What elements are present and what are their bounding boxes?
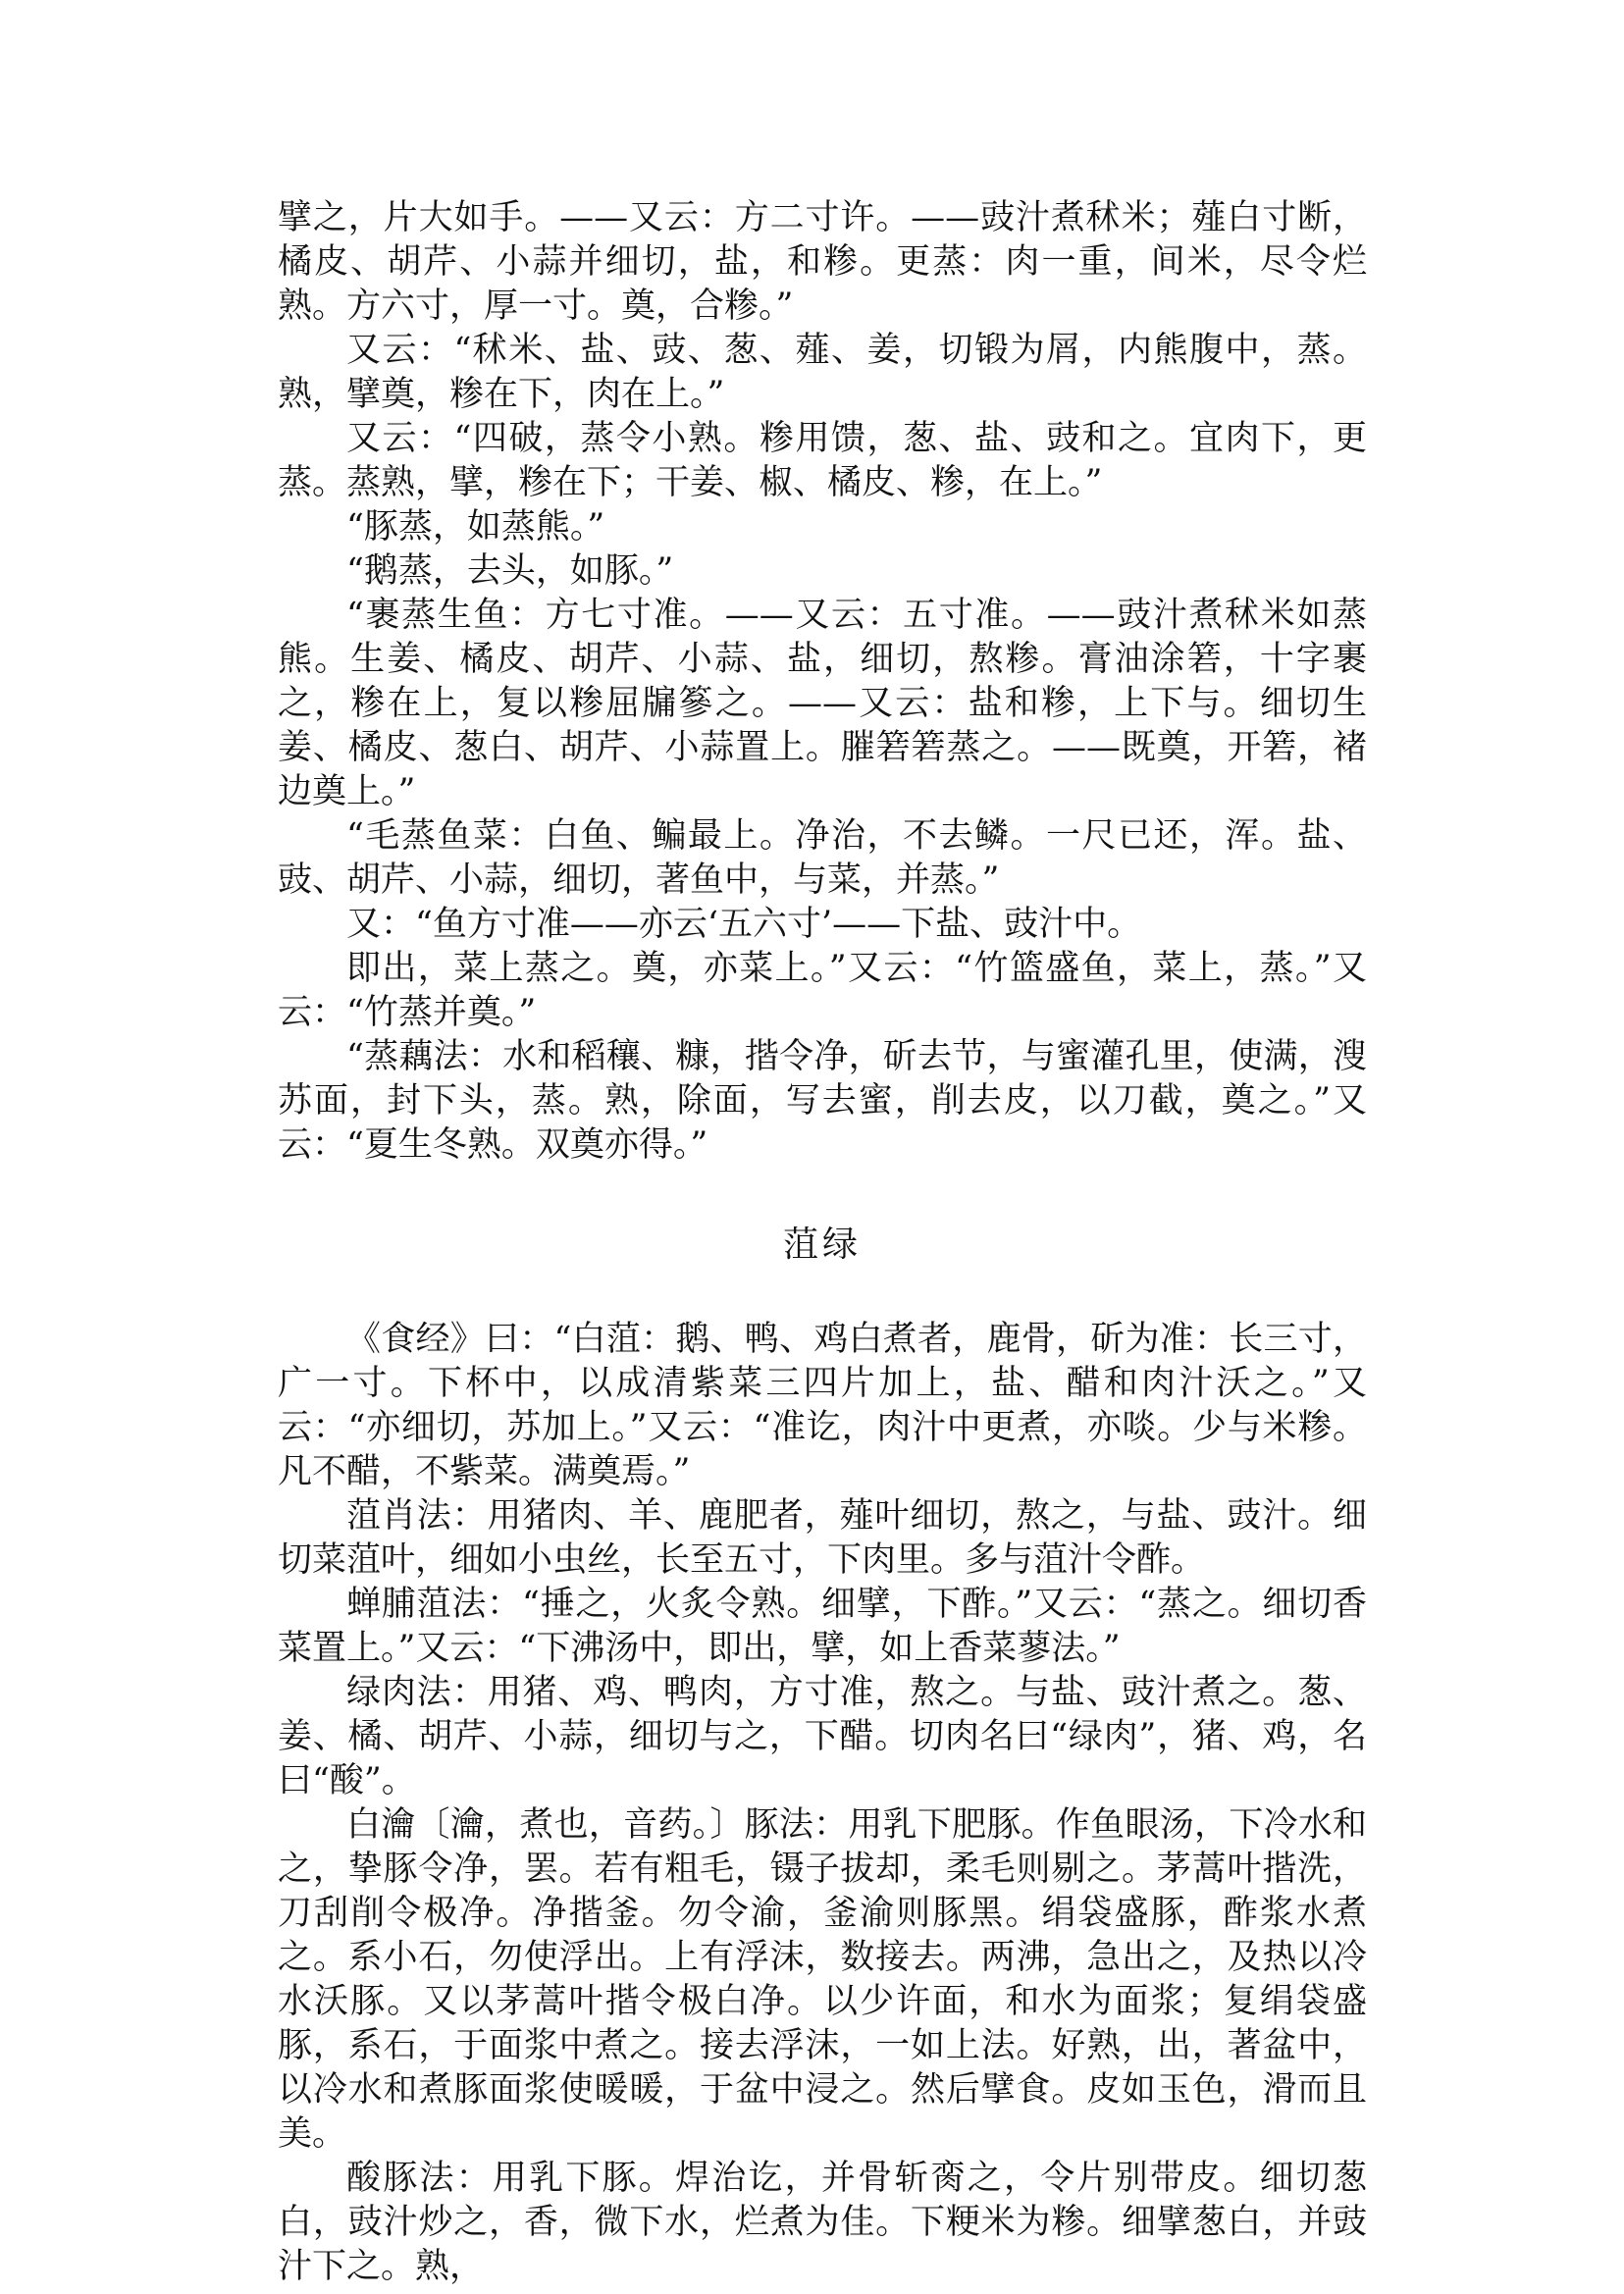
- paragraph: 酸豚法：用乳下豚。焊治讫，并骨斩脔之，令片别带皮。细切葱白，豉汁炒之，香，微下水，烂煮为佳。下粳米为糁。细擘葱白，并豉汁下之。熟，: [278, 2159, 1367, 2286]
- paragraph: 《食经》曰：“白菹：鹅、鸭、鸡白煮者，鹿骨，斫为准：长三寸，广一寸。下杯中，以成清紫菜三四片加上，盐、醋和肉汁沃之。”又云：“亦细切，苏加上。”又云：“准讫，肉汁中更煮，亦啖。少与米糁。凡不醋，不紫菜。满奠焉。”: [278, 1320, 1367, 1491]
- paragraph: 即出，菜上蒸之。奠，亦菜上。”又云：“竹篮盛鱼，菜上，蒸。”又云：“竹蒸并奠。”: [278, 949, 1367, 1032]
- paragraph: 绿肉法：用猪、鸡、鸭肉，方寸准，熬之。与盐、豉汁煮之。葱、姜、橘、胡芹、小蒜，细切与之，下醋。切肉名曰“绿肉”，猪、鸡，名曰“酸”。: [278, 1673, 1367, 1800]
- paragraph: “蒸藕法：水和稻穰、糠，揩令净，斫去节，与蜜灌孔里，使满，溲苏面，封下头，蒸。熟，除面，写去蜜，削去皮，以刀截，奠之。”又云：“夏生冬熟。双奠亦得。”: [278, 1037, 1367, 1165]
- paragraph: 又云：“秫米、盐、豉、葱、薤、姜，切锻为屑，内熊腹中，蒸。熟，擘奠，糁在下，肉在上。”: [278, 331, 1367, 414]
- paragraph: 擘之，片大如手。——又云：方二寸许。——豉汁煮秫米；薤白寸断，橘皮、胡芹、小蒜并细切，盐，和糁。更蒸：肉一重，间米，尽令烂熟。方六寸，厚一寸。奠，合糁。”: [278, 198, 1367, 326]
- paragraph: 又：“鱼方寸准——亦云‘五六寸’——下盐、豉汁中。: [346, 905, 1142, 944]
- paragraph: “毛蒸鱼菜：白鱼、鳊最上。净治，不去鳞。一尺已还，浑。盐、豉、胡芹、小蒜，细切，著鱼中，与菜，并蒸。”: [278, 816, 1367, 900]
- paragraph: “裹蒸生鱼：方七寸准。——又云：五寸准。——豉汁煮秫米如蒸熊。生姜、橘皮、胡芹、小蒜、盐，细切，熬糁。膏油涂箬，十字裹之，糁在上，复以糁屈牖篸之。——又云：盐和糁，上下与。细切生姜、橘皮、葱白、胡芹、小蒜置上。膗箬箬蒸之。——既奠，开箬，褚边奠上。”: [278, 596, 1367, 811]
- paragraph: 蝉脯菹法：“捶之，火炙令熟。细擘，下酢。”又云：“蒸之。细切香菜置上。”又云：“下沸汤中，即出，擘，如上香菜蓼法。”: [278, 1585, 1367, 1668]
- document-page: [278, 196, 1367, 2289]
- paragraph: “豚蒸，如蒸熊。”: [346, 507, 605, 547]
- paragraph: 又云：“四破，蒸令小熟。糁用馈，葱、盐、豉和之。宜肉下，更蒸。蒸熟，擘，糁在下；干姜、椒、橘皮、糁，在上。”: [278, 419, 1367, 502]
- section-heading: 菹绿: [782, 1225, 862, 1265]
- paragraph: 白瀹〔瀹，煮也，音药。〕豚法：用乳下肥豚。作鱼眼汤，下冷水和之，挚豚令净，罢。若有粗毛，镊子拔却，柔毛则剔之。茅蒿叶揩洗，刀刮削令极净。净揩釜。勿令渝，釜渝则豚黑。绢袋盛豚，酢浆水煮之。系小石，勿使浮出。上有浮沫，数接去。两沸，急出之，及热以冷水沃豚。又以茅蒿叶揩令极白净。以少许面，和水为面浆；复绢袋盛豚，系石，于面浆中煮之。接去浮沫，一如上法。好熟，出，著盆中，以冷水和煮豚面浆使暖暖，于盆中浸之。然后擘食。皮如玉色，滑而且美。: [278, 1805, 1367, 2154]
- paragraph: “鹅蒸，去头，如豚。”: [346, 551, 674, 591]
- paragraph: 菹肖法：用猪肉、羊、鹿肥者，薤叶细切，熬之，与盐、豉汁。细切菜菹叶，细如小虫丝，长至五寸，下肉里。多与菹汁令酢。: [278, 1496, 1367, 1580]
